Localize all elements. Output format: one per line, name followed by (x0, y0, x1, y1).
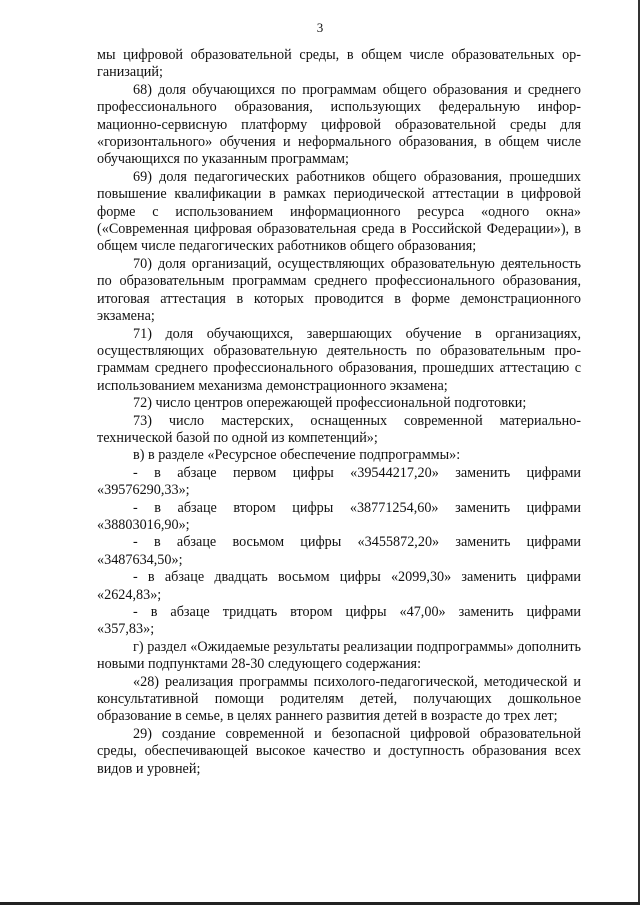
paragraph-item-70: 70) доля организаций, осуществляющих образовательную деятельность по образовательным программам среднего профессионального образования, итоговая аттестация в которых проводится в форме демонстрационного экзамена; (97, 255, 581, 325)
paragraph-section-g: г) раздел «Ожидаемые результаты реализации подпрограммы» дополнить новыми подпунктами 28-30 следующего содержания: (97, 638, 581, 673)
paragraph-item-73: 73) число мастерских, оснащенных современной материально-технической базой по одной из компетенций»; (97, 412, 581, 446)
paragraph-item-29: 29) создание современной и безопасной цифровой образовательной среды, обеспечивающей высокое качество и доступность образования всех видов и уровней; (97, 725, 581, 777)
paragraph-replace-second: - в абзаце втором цифры «38771254,60» заменить цифрами «38803016,90»; (97, 499, 581, 533)
page-number: 3 (316, 20, 324, 35)
paragraph-replace-first: - в абзаце первом цифры «39544217,20» заменить цифрами «39576290,33»; (97, 464, 581, 499)
document-body (97, 47, 581, 778)
paragraph-section-v: в) в разделе «Ресурсное обеспечение подпрограммы»: (133, 447, 461, 464)
paragraph-replace-eighth: - в абзаце восьмом цифры «3455872,20» заменить цифрами «3487634,50»; (97, 534, 581, 568)
paragraph-item-69: 69) доля педагогических работников общего образования, прошедших повышение квалификации в рамках периодической аттестации в цифровой форме с использованием информационного ресурса «одного окна» («Современная цифровая образовательная среда в Российской Федерации»), в общем числе педагогических работников общего образования; (97, 168, 581, 255)
paragraph-continuation: мы цифровой образовательной среды, в общем числе образовательных организаций; (97, 47, 581, 81)
paragraph-item-71: 71) доля обучающихся, завершающих обучение в организациях, осуществляющих образовательную деятельность по образовательным программам среднего профессионального образования, прошедших аттестацию с использованием механизма демонстрационного экзамена; (97, 325, 581, 394)
paragraph-replace-thirty-second: - в абзаце тридцать втором цифры «47,00» заменить цифрами «357,83»; (97, 604, 581, 638)
paragraph-item-28: «28) реализация программы психолого-педагогической, методической и консультативной помощи родителям детей, получающих дошкольное образование в семье, в целях раннего развития детей в возрасте до трех лет; (97, 673, 581, 725)
paragraph-item-72: 72) число центров опережающей профессиональной подготовки; (133, 395, 527, 412)
paragraph-item-68: 68) доля обучающихся по программам общего образования и среднего профессионального образования, использующих федеральную информационно-сервисную платформу цифровой образовательной среды для «горизонтального» обучения и неформального образования, в общем числе обучающихся по указанным программам; (97, 81, 581, 168)
paragraph-replace-twenty-eighth: - в абзаце двадцать восьмом цифры «2099,30» заменить цифрами «2624,83»; (97, 569, 581, 603)
